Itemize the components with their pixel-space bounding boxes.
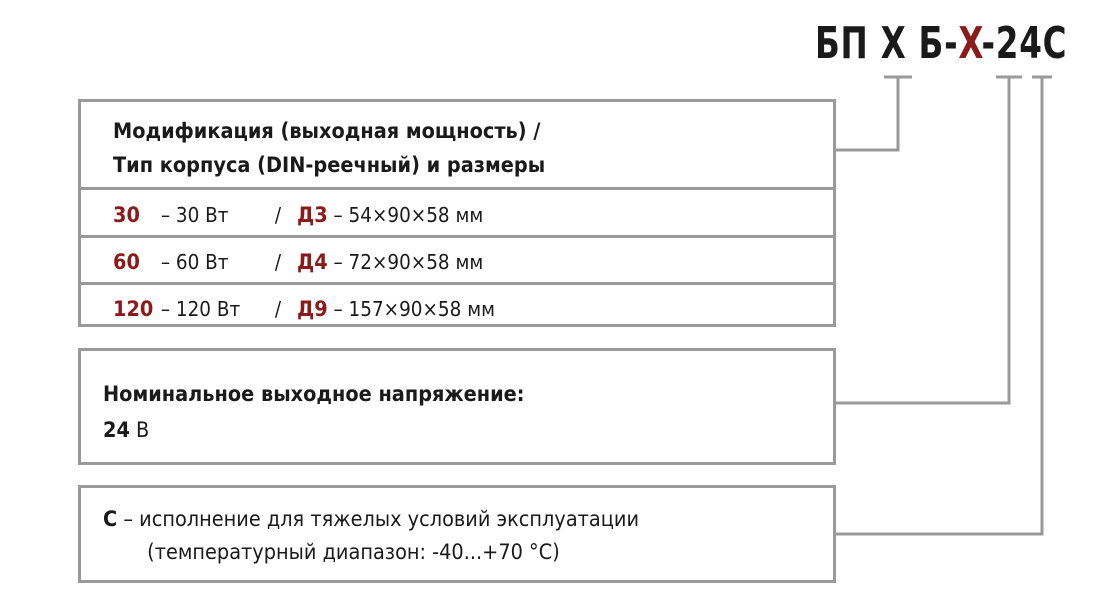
row-case: Д4 [297, 250, 328, 274]
voltage-heading: Номинальное выходное напряжение: [103, 382, 525, 406]
heading-line-2: Тип корпуса (DIN-реечный) и размеры [113, 153, 546, 177]
table-row [113, 249, 483, 275]
connector-modification [836, 77, 898, 150]
row-slash: / [274, 203, 282, 227]
code-suffix: -24С [981, 18, 1068, 69]
row-power: – 30 Вт [160, 203, 229, 227]
code-prefix: БП X Б- [815, 18, 959, 69]
execution-temperature: (температурный диапазон: -40...+70 °С) [147, 540, 560, 564]
voltage-unit: В [136, 418, 150, 442]
voltage-text [103, 376, 524, 448]
modification-heading [113, 114, 545, 182]
connector-execution [836, 77, 1042, 534]
heading-line-1: Модификация (выходная мощность) / [113, 119, 541, 143]
row-power: – 60 Вт [160, 250, 229, 274]
row-slash: / [274, 297, 282, 321]
divider [81, 235, 833, 238]
execution-code: С [103, 507, 118, 531]
divider [81, 282, 833, 285]
voltage-value [103, 412, 524, 448]
execution-text [103, 503, 639, 569]
voltage-number: 24 [103, 418, 130, 442]
row-case: Д9 [297, 297, 328, 321]
execution-line-1 [103, 503, 639, 536]
table-row [113, 202, 483, 228]
row-size: – 54×90×58 мм [333, 203, 484, 227]
row-code: 60 [113, 250, 140, 274]
row-case: Д3 [297, 203, 328, 227]
row-power: – 120 Вт [160, 297, 241, 321]
row-code: 30 [113, 203, 140, 227]
table-row [113, 296, 495, 322]
divider [81, 187, 833, 190]
row-slash: / [274, 250, 282, 274]
modification-box [78, 99, 836, 327]
code-variable: X [958, 18, 982, 69]
voltage-box [78, 348, 836, 465]
execution-description: – исполнение для тяжелых условий эксплуатации [123, 507, 640, 531]
execution-box [78, 485, 836, 583]
row-code: 120 [113, 297, 154, 321]
row-size: – 157×90×58 мм [333, 297, 495, 321]
row-size: – 72×90×58 мм [333, 250, 484, 274]
connector-voltage [836, 77, 1009, 403]
